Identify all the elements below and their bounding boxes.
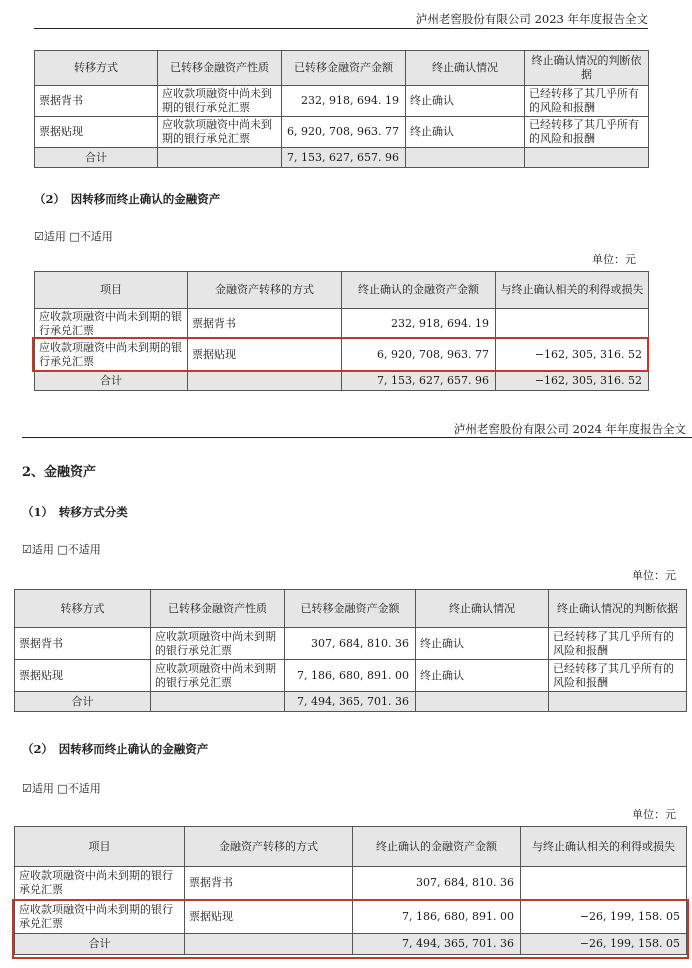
- table-header-row: [35, 51, 649, 86]
- cell: 票据贴现: [188, 339, 342, 371]
- table-row: [15, 628, 687, 660]
- column-header: 已转移金融资产金额: [282, 51, 406, 86]
- cell: 已经转移了其几乎所有的风险和报酬: [525, 117, 649, 148]
- cell: 票据背书: [35, 86, 158, 117]
- cell: 已经转移了其几乎所有的风险和报酬: [549, 628, 687, 660]
- cell: [158, 148, 282, 168]
- header-rule-2024: [22, 437, 692, 438]
- cell: 应收款项融资中尚未到期的银行承兑汇票: [35, 339, 188, 371]
- section-title: （2） 因转移而终止确认的金融资产: [34, 192, 221, 206]
- cell: [188, 371, 342, 391]
- section-heading: 2、金融资产: [22, 465, 97, 480]
- table-row: [15, 660, 687, 692]
- column-header: 与终止确认相关的利得或损失: [496, 272, 649, 309]
- cell: [151, 692, 285, 712]
- cell: 应收款项融资中尚未到期的银行承兑汇票: [15, 900, 185, 934]
- cell: 应收款项融资中尚未到期的银行承兑汇票: [151, 660, 285, 692]
- cell: 7, 494, 365, 701. 36: [285, 692, 416, 712]
- transfer-method-table-2024: [14, 589, 687, 712]
- applicability-checkbox: ☑适用 □不适用: [22, 543, 101, 556]
- total-row: [15, 934, 687, 955]
- column-header: 终止确认的金融资产金额: [353, 827, 521, 867]
- column-header: 终止确认情况的判断依据: [549, 590, 687, 628]
- table-row: [15, 900, 687, 934]
- total-row: [35, 371, 649, 391]
- column-header: 与终止确认相关的利得或损失: [521, 827, 687, 867]
- cell: 票据背书: [15, 628, 151, 660]
- column-header: 项目: [15, 827, 185, 867]
- report-header-2024: 泸州老窖股份有限公司 2024 年年度报告全文: [453, 422, 686, 436]
- cell: −162, 305, 316. 52: [496, 339, 649, 371]
- cell: 票据背书: [185, 867, 353, 900]
- cell: 票据贴现: [15, 660, 151, 692]
- cell: 票据贴现: [185, 900, 353, 934]
- cell: 应收款项融资中尚未到期的银行承兑汇票: [158, 117, 282, 148]
- total-row: [15, 692, 687, 712]
- column-header: 项目: [35, 272, 188, 309]
- column-header: 已转移金融资产性质: [151, 590, 285, 628]
- cell: 合计: [15, 934, 185, 955]
- cell: −162, 305, 316. 52: [496, 371, 649, 391]
- section-title: （2） 因转移而终止确认的金融资产: [22, 742, 209, 756]
- header-rule-2023: [34, 28, 648, 29]
- table-row: [35, 339, 649, 371]
- table-header-row: [15, 590, 687, 628]
- cell: 232, 918, 694. 19: [282, 86, 406, 117]
- cell: 307, 684, 810. 36: [285, 628, 416, 660]
- cell: [496, 309, 649, 339]
- column-header: 终止确认的金融资产金额: [342, 272, 496, 309]
- column-header: 终止确认情况的判断依据: [525, 51, 649, 86]
- total-row: [35, 148, 649, 168]
- column-header: 转移方式: [15, 590, 151, 628]
- column-header: 已转移金融资产性质: [158, 51, 282, 86]
- cell: [406, 148, 525, 168]
- cell: 合计: [35, 371, 188, 391]
- cell: 6, 920, 708, 963. 77: [342, 339, 496, 371]
- cell: 已经转移了其几乎所有的风险和报酬: [549, 660, 687, 692]
- column-header: 终止确认情况: [406, 51, 525, 86]
- table-row: [35, 117, 649, 148]
- cell: 终止确认: [416, 628, 549, 660]
- applicability-checkbox: ☑适用 □不适用: [34, 230, 113, 243]
- cell: 终止确认: [406, 117, 525, 148]
- table-row: [15, 867, 687, 900]
- cell: 7, 153, 627, 657. 96: [282, 148, 406, 168]
- cell: 票据背书: [188, 309, 342, 339]
- cell: 终止确认: [416, 660, 549, 692]
- applicability-checkbox: ☑适用 □不适用: [22, 782, 101, 795]
- unit-label: 单位：元: [592, 253, 636, 266]
- cell: 应收款项融资中尚未到期的银行承兑汇票: [151, 628, 285, 660]
- cell: [525, 148, 649, 168]
- cell: 合计: [35, 148, 158, 168]
- cell: 终止确认: [406, 86, 525, 117]
- cell: 232, 918, 694. 19: [342, 309, 496, 339]
- column-header: 金融资产转移的方式: [188, 272, 342, 309]
- transfer-method-table-2023: [34, 50, 649, 168]
- cell: 7, 186, 680, 891. 00: [285, 660, 416, 692]
- derecognized-assets-table-2023: [34, 271, 649, 391]
- cell: [521, 867, 687, 900]
- report-header-2023: 泸州老窖股份有限公司 2023 年年度报告全文: [415, 12, 648, 26]
- cell: 6, 920, 708, 963. 77: [282, 117, 406, 148]
- unit-label: 单位：元: [632, 808, 676, 821]
- cell: 7, 186, 680, 891. 00: [353, 900, 521, 934]
- cell: −26, 199, 158. 05: [521, 934, 687, 955]
- cell: 7, 153, 627, 657. 96: [342, 371, 496, 391]
- column-header: 金融资产转移的方式: [185, 827, 353, 867]
- cell: 票据贴现: [35, 117, 158, 148]
- table-header-row: [15, 827, 687, 867]
- column-header: 转移方式: [35, 51, 158, 86]
- column-header: 已转移金融资产金额: [285, 590, 416, 628]
- column-header: 终止确认情况: [416, 590, 549, 628]
- table-row: [35, 309, 649, 339]
- cell: 应收款项融资中尚未到期的银行承兑汇票: [15, 867, 185, 900]
- cell: [185, 934, 353, 955]
- cell: 应收款项融资中尚未到期的银行承兑汇票: [35, 309, 188, 339]
- section-title: （1） 转移方式分类: [22, 505, 128, 519]
- table-header-row: [35, 272, 649, 309]
- cell: [549, 692, 687, 712]
- derecognized-assets-table-2024: [14, 826, 687, 955]
- cell: 已经转移了其几乎所有的风险和报酬: [525, 86, 649, 117]
- cell: [416, 692, 549, 712]
- cell: 合计: [15, 692, 151, 712]
- cell: −26, 199, 158. 05: [521, 900, 687, 934]
- cell: 307, 684, 810. 36: [353, 867, 521, 900]
- unit-label: 单位：元: [632, 569, 676, 582]
- cell: 7, 494, 365, 701. 36: [353, 934, 521, 955]
- table-row: [35, 86, 649, 117]
- cell: 应收款项融资中尚未到期的银行承兑汇票: [158, 86, 282, 117]
